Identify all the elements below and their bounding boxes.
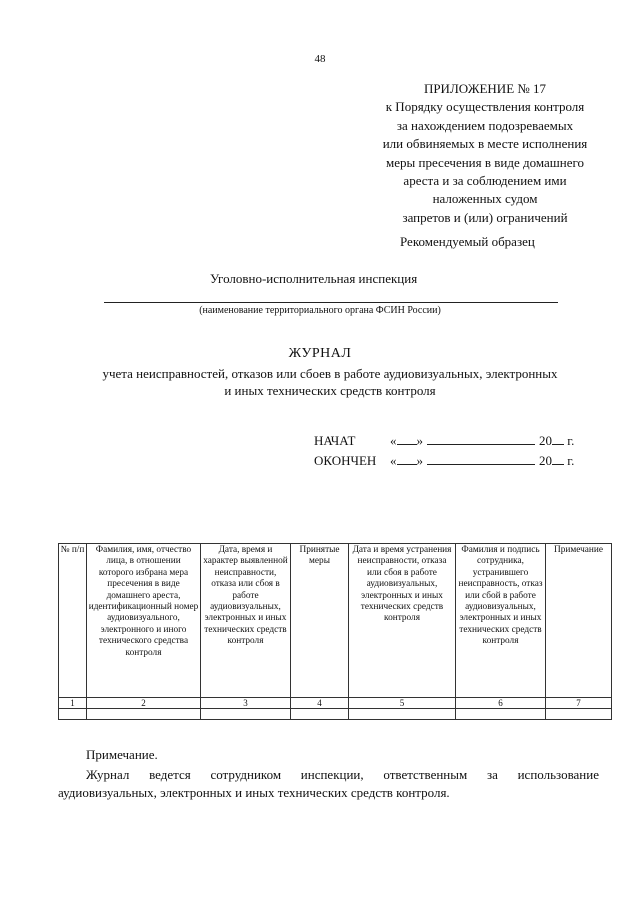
sample-label: Рекомендуемый образец: [400, 234, 535, 249]
appendix-line: к Порядку осуществления контроля: [385, 99, 585, 115]
day-blank: [397, 452, 417, 465]
appendix-line: меры пресечения в виде домашнего: [386, 154, 584, 170]
journal-subtitle: [60, 365, 600, 399]
month-blank: [427, 452, 535, 465]
year-blank: [552, 432, 564, 445]
header-cell: Принятые меры: [291, 544, 349, 698]
close-quote: »: [416, 453, 423, 468]
table-cell: [291, 709, 349, 720]
finished-date-line: [314, 452, 574, 469]
century: 20: [539, 433, 552, 448]
column-number: 6: [456, 698, 546, 709]
appendix-line: ареста и за соблюдением ими: [403, 173, 567, 189]
journal-title: ЖУРНАЛ: [288, 346, 352, 361]
column-number: 3: [201, 698, 291, 709]
table-cell: [456, 709, 546, 720]
finished-label: ОКОНЧЕН: [314, 453, 377, 468]
year-suffix: г.: [567, 453, 575, 468]
page-number: 48: [314, 53, 326, 65]
org-name-underline: [104, 302, 558, 303]
table-cell: [59, 709, 87, 720]
appendix-line: наложенных судом: [432, 191, 538, 207]
table-cell: [201, 709, 291, 720]
org-name: Уголовно-исполнительная инспекция: [210, 271, 418, 286]
year-suffix: г.: [567, 433, 575, 448]
note-title: Примечание.: [86, 747, 158, 762]
header-cell: Фамилия и подпись сотрудника, устранившего неисправность, отказ или сбой в работе аудиовизуальных, электронных и иных технических средств контроля: [456, 544, 546, 698]
table-cell: [546, 709, 612, 720]
table-cell: [349, 709, 456, 720]
header-cell: № п/п: [59, 544, 87, 698]
header-cell: Дата и время устранения неисправности, отказа или сбоя в работе аудиовизуальных, электронных и иных технических средств контроля: [349, 544, 456, 698]
open-quote: «: [390, 433, 397, 448]
note-text: Журнал ведется сотрудником инспекции, ответственным за использование аудиовизуальных, электронных и иных технических средств контроля.: [58, 767, 599, 800]
table-cell: [87, 709, 201, 720]
started-date-line: [314, 432, 574, 449]
appendix-header: [340, 80, 630, 227]
day-blank: [397, 432, 417, 445]
open-quote: «: [390, 453, 397, 468]
column-number: 7: [546, 698, 612, 709]
close-quote: »: [416, 433, 423, 448]
header-cell: Примечание: [546, 544, 612, 698]
column-number: 1: [59, 698, 87, 709]
appendix-line: ПРИЛОЖЕНИЕ № 17: [423, 81, 547, 96]
journal-table: [58, 543, 612, 720]
appendix-line: или обвиняемых в месте исполнения: [382, 136, 588, 152]
column-number-row: [59, 698, 612, 709]
journal-subtitle-line: и иных технических средств контроля: [224, 383, 436, 398]
appendix-line: за нахождением подозреваемых: [396, 117, 574, 133]
column-number: 4: [291, 698, 349, 709]
started-label: НАЧАТ: [314, 433, 356, 448]
table-row: [59, 709, 612, 720]
header-cell: Фамилия, имя, отчество лица, в отношении которого избрана мера пресечения в виде домашнего ареста, идентификационный номер аудиовизуального, электронного и иного технического средства контроля: [87, 544, 201, 698]
table-header-row: [59, 544, 612, 698]
appendix-line: запретов и (или) ограничений: [402, 209, 568, 225]
column-number: 2: [87, 698, 201, 709]
org-caption: (наименование территориального органа ФСИН России): [199, 305, 441, 316]
column-number: 5: [349, 698, 456, 709]
month-blank: [427, 432, 535, 445]
year-blank: [552, 452, 564, 465]
header-cell: Дата, время и характер выявленной неисправности, отказа или сбоя в работе аудиовизуальных, электронных и иных технических средств контроля: [201, 544, 291, 698]
century: 20: [539, 453, 552, 468]
journal-subtitle-line: учета неисправностей, отказов или сбоев в работе аудиовизуальных, электронных: [102, 366, 558, 381]
